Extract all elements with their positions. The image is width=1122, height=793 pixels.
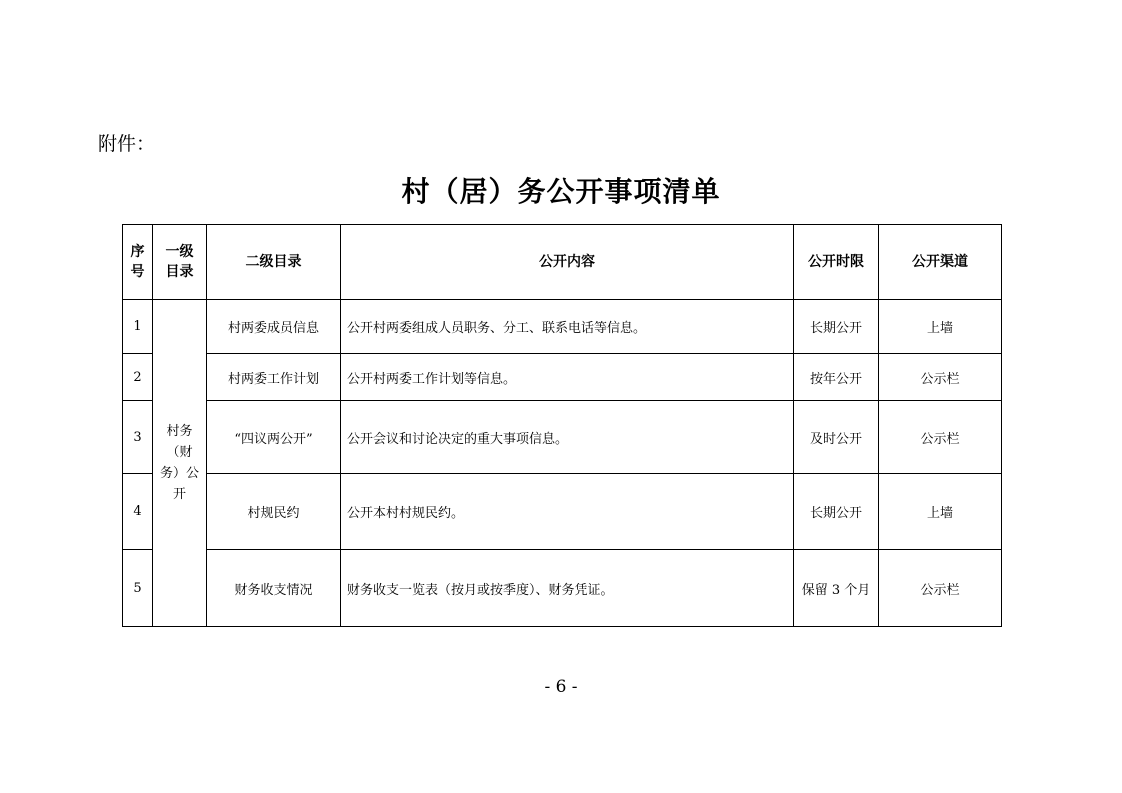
row-channel: 公示栏 — [879, 550, 1002, 627]
row-channel: 上墙 — [879, 474, 1002, 550]
row-level2: 村两委工作计划 — [207, 354, 341, 401]
header-level2: 二级目录 — [207, 225, 341, 300]
row-seq: 3 — [123, 401, 153, 474]
row-seq: 2 — [123, 354, 153, 401]
row-seq: 1 — [123, 300, 153, 354]
row-level2: “四议两公开” — [207, 401, 341, 474]
row-channel: 公示栏 — [879, 354, 1002, 401]
level1-category-cell — [153, 300, 207, 627]
row-channel: 上墙 — [879, 300, 1002, 354]
row-level2: 村两委成员信息 — [207, 300, 341, 354]
row-content: 公开会议和讨论决定的重大事项信息。 — [341, 401, 794, 474]
level1-category-line1: 村务 — [166, 424, 193, 439]
row-time-limit: 保留 3 个月 — [794, 550, 879, 627]
header-level1-line1: 一级 — [165, 244, 194, 260]
page-number: - 6 - — [544, 677, 578, 697]
row-time-limit: 长期公开 — [794, 474, 879, 550]
level1-category-line2: （财 — [166, 445, 193, 460]
header-content: 公开内容 — [341, 225, 794, 300]
attachment-label: 附件： — [98, 133, 156, 155]
header-time-limit: 公开时限 — [794, 225, 879, 300]
header-level1-line2: 目录 — [165, 264, 194, 280]
table-row — [123, 354, 1002, 401]
document-title: 村（居）务公开事项清单 — [401, 175, 721, 208]
header-seq-line2: 号 — [130, 264, 145, 280]
row-time-limit: 及时公开 — [794, 401, 879, 474]
header-seq-line1: 序 — [130, 244, 145, 260]
level1-category-line4: 开 — [172, 487, 186, 502]
row-seq: 4 — [123, 474, 153, 550]
row-content: 财务收支一览表（按月或按季度）、财务凭证。 — [341, 550, 794, 627]
header-seq — [123, 225, 153, 300]
table-row — [123, 300, 1002, 354]
row-content: 公开本村村规民约。 — [341, 474, 794, 550]
disclosure-items-table — [122, 224, 1002, 627]
row-content: 公开村两委工作计划等信息。 — [341, 354, 794, 401]
header-level1 — [153, 225, 207, 300]
table-row — [123, 474, 1002, 550]
header-channel: 公开渠道 — [879, 225, 1002, 300]
table-header-row — [123, 225, 1002, 300]
row-level2: 财务收支情况 — [207, 550, 341, 627]
row-content: 公开村两委组成人员职务、分工、联系电话等信息。 — [341, 300, 794, 354]
row-time-limit: 按年公开 — [794, 354, 879, 401]
row-level2: 村规民约 — [207, 474, 341, 550]
row-time-limit: 长期公开 — [794, 300, 879, 354]
row-channel: 公示栏 — [879, 401, 1002, 474]
table-row — [123, 401, 1002, 474]
row-seq: 5 — [123, 550, 153, 627]
table-row — [123, 550, 1002, 627]
level1-category-line3: 务）公 — [159, 466, 199, 481]
